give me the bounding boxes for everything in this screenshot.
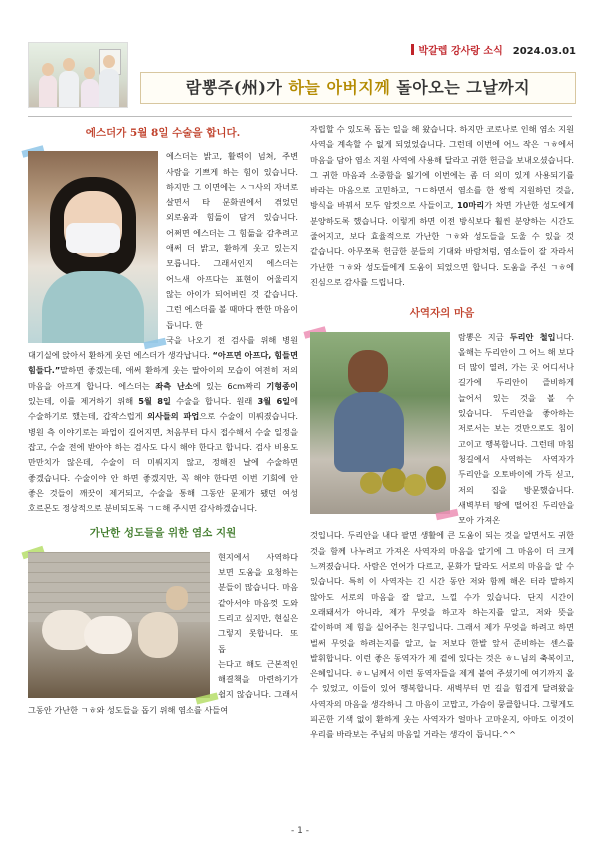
worker-beside-text: 람뽕은 지금 두리안 철입니다. 올해는 두리안이 그 어느 해 보다 더 많이 열려, 가는 곳 어디서나 길가에 두리안이 즐비하게 늘어서 있는 것을 볼 수 있습니다. 두리안을 좋아하는 저로서는 보는 것만으로도 침이 고이고 행복합니다. 그런데 마침 청길에서 사역하는 사역자가 두리안을 오토바이에 가득 싣고, 저의 집을 방문했습니다. 새벽부터 땅에 떨어진 두리안을 모아 가져온	[458, 331, 574, 526]
issue-date: 2024.03.01	[512, 46, 576, 57]
goats-photo-box	[28, 552, 210, 698]
section-title-esther: 에스더가 5월 8일 수술을 합니다.	[85, 127, 241, 139]
page-number: - 1 -	[291, 826, 309, 836]
esther-photo	[28, 151, 158, 343]
left-column	[28, 122, 298, 718]
durian-photo	[310, 332, 450, 514]
title-highlight: 하늘 아버지께	[288, 78, 391, 97]
title-part2: 돌아오는 그날까지	[390, 78, 531, 97]
title-part1: 람뽕주(州)가	[185, 78, 289, 97]
header	[28, 42, 576, 112]
esther-beside-text: 에스더는 밝고, 활력이 넘쳐, 주변 사람을 기쁘게 하는 힘이 있습니다. 하지만 그 이면에는 ㅅㄱ사의 자녀로 살면서 타 문화권에서 겪었던 외로움과 힘듦이 담겨 있습니다. 어쩌면 에스더는 그 힘듦을 감추려고 애써 더 밝고, 환하게 웃고 있는지 모릅니다. 그래서인지 에스더는 어느새 아프다는 표현이 어울리지 않는 아이가 되어버린 것 같습니다. 그런 에스더를 볼 때마다 짠한 마음이 듭니다. 한	[166, 151, 298, 330]
esther-quote: “아프면 아프다, 힘들면 힘들다.”	[28, 350, 298, 376]
section-title-worker: 사역자의 마음	[409, 307, 475, 320]
main-title	[140, 72, 576, 104]
esther-photo-box	[28, 151, 158, 343]
goats-body: 는다고 해도 근본적인 해결책을 마련하기가 쉽지 않습니다. 그래서 그동안 가난한 ㄱㅎ와 성도들을 돕기 위해 염소를 사들여	[28, 658, 298, 715]
goats-photo	[28, 552, 210, 698]
esther-body: 국을 나오기 전 검사를 위해 병원 대기실에 앉아서 환하게 웃던 에스더가 생각납니다. “아프면 아프다, 힘들면 힘들다.”말하면 좋겠는데, 애써 환하게 웃는 딸아이의 모습이 여전히 저의 마음을 아프게 합니다. 에스더는 좌측 난소에 있는 6cm짜리 기형종이 있는데, 이를 제거하기 위해 5월 8일 수술을 합니다. 원래 3월 6일에 수술하기로 했는데, 갑작스럽게 의사들의 파업으로 수술이 미뤄졌습니다. 병원 측 이야기로는 파업이 길어지면, 처음부터 다시 접수해서 수술 일정을 잡고, 수술 전에 받아야 하는 검사도 다시 해야 한다고 합니다. 검사 비용도 만만치가 않은데, 수술이 더 미뤄지지 않고, 정해진 날에 수술하면 좋겠습니다. 수술이야 안 하면 좋겠지만, 꼭 해야 한다면 이번 기회에 안 좋은 것들이 깨끗이 제거되고, 수술을 통해 그동안 문제가 됐던 여성 호르몬도 정상적으로 분비되도록 ㄱㄷ해 주시면 감사하겠습니다.	[28, 334, 299, 514]
header-divider	[28, 116, 572, 117]
goats-continued: 자립할 수 있도록 돕는 일을 해 왔습니다. 하지만 코로나로 인해 염소 지원 사역을 계속할 수 없게 되었었습니다. 그런데 이번에 어느 작은 ㄱㅎ에서 마음을 담아 염소 지원 사역에 사용해 달라고 귀한 헌금을 보내오셨습니다. 그 귀한 마음과 소중함을 잃기에 이번에는 좀 더 의미 있게 사용되기를 바라는 마음으로 고민하고, ㄱㄷ하면서 염소를 한 쌍씩 지원하던 것을, 방식을 바꿔서 모두 암컷으로 사들이고, 10마리가 차면 가난한 성도에게 분양하도록 했습니다. 이렇게 하면 이전 방식보다 훨씬 분양하는 시간도 줄어지고, 보다 효율적으로 가난한 ㄱㅎ와 성도들을 도울 수 있을 것 같습니다. 아무쪼록 헌금한 분들의 기대와 바람처럼, 염소들이 잘 자라서 가난한 ㄱㅎ와 성도들에게 도움이 되었으면 합니다. 도움을 주신 ㄱㅎ에 진심으로 감사를 드립니다.	[310, 124, 574, 287]
newsletter-kicker	[411, 42, 576, 57]
right-column	[310, 122, 574, 743]
family-photo	[28, 42, 128, 108]
worker-body: 것입니다. 두리안을 내다 팔면 생활에 큰 도움이 되는 것을 알면서도 귀한 것을 함께 나누려고 가져온 사역자의 마음을 알기에 그 마음이 더 크게 느껴졌습니다. 사람은 언어가 다르고, 문화가 달라도 서로의 마음을 알 수 있습니다. 특히 이 사역자는 긴 시간 동안 저와 함께 해온 터라 말하지 않아도 서로의 마음을 잘 알고, 느낄 수가 있습니다. 단지 시간이 오래돼서가 아니라, 제가 무엇을 하고자 하는지를 알고, 저와 뜻을 같이하며 제 힘을 실어주는 친구입니다. 그래서 제가 무엇을 하려고 하면 벌써 무엇을 하려는지를 알고, 늘 저보다 한발 앞서 준비하는 센스를 발휘합니다. 이런 좋은 동역자가 제 곁에 있다는 것은 ㅎㄴ님의 축복이고, 은혜입니다. ㅎㄴ님께서 이런 동역자들을 제게 붙여 주셨기에 여기까지 올 수 있었고, 이들이 있어 행복합니다. 새벽부터 먼 길을 힘겹게 달려왔을 사역자의 마음을 생각하니 그 마음이 고맙고, 가슴이 뭉클합니다. 그렇게도 피곤한 기색 없이 환하게 웃는 사역자가 얼마나 고마운지, 아마도 이것이 우리를 바라보는 주님의 마음일 거라는 생각이 듭니다.^^	[310, 530, 574, 740]
durian-photo-box	[310, 332, 450, 514]
goats-beside-text: 현지에서 사역하다 보면 도움을 요청하는 분들이 많습니다. 마음 같아서야 마음껏 도와 드리고 싶지만, 현실은 그렇지 못합니다. 또 돕	[218, 551, 298, 654]
section-title-goats: 가난한 성도들을 위한 염소 지원	[89, 527, 237, 540]
org-name: 박갈렙 강사랑 소식	[418, 46, 503, 57]
